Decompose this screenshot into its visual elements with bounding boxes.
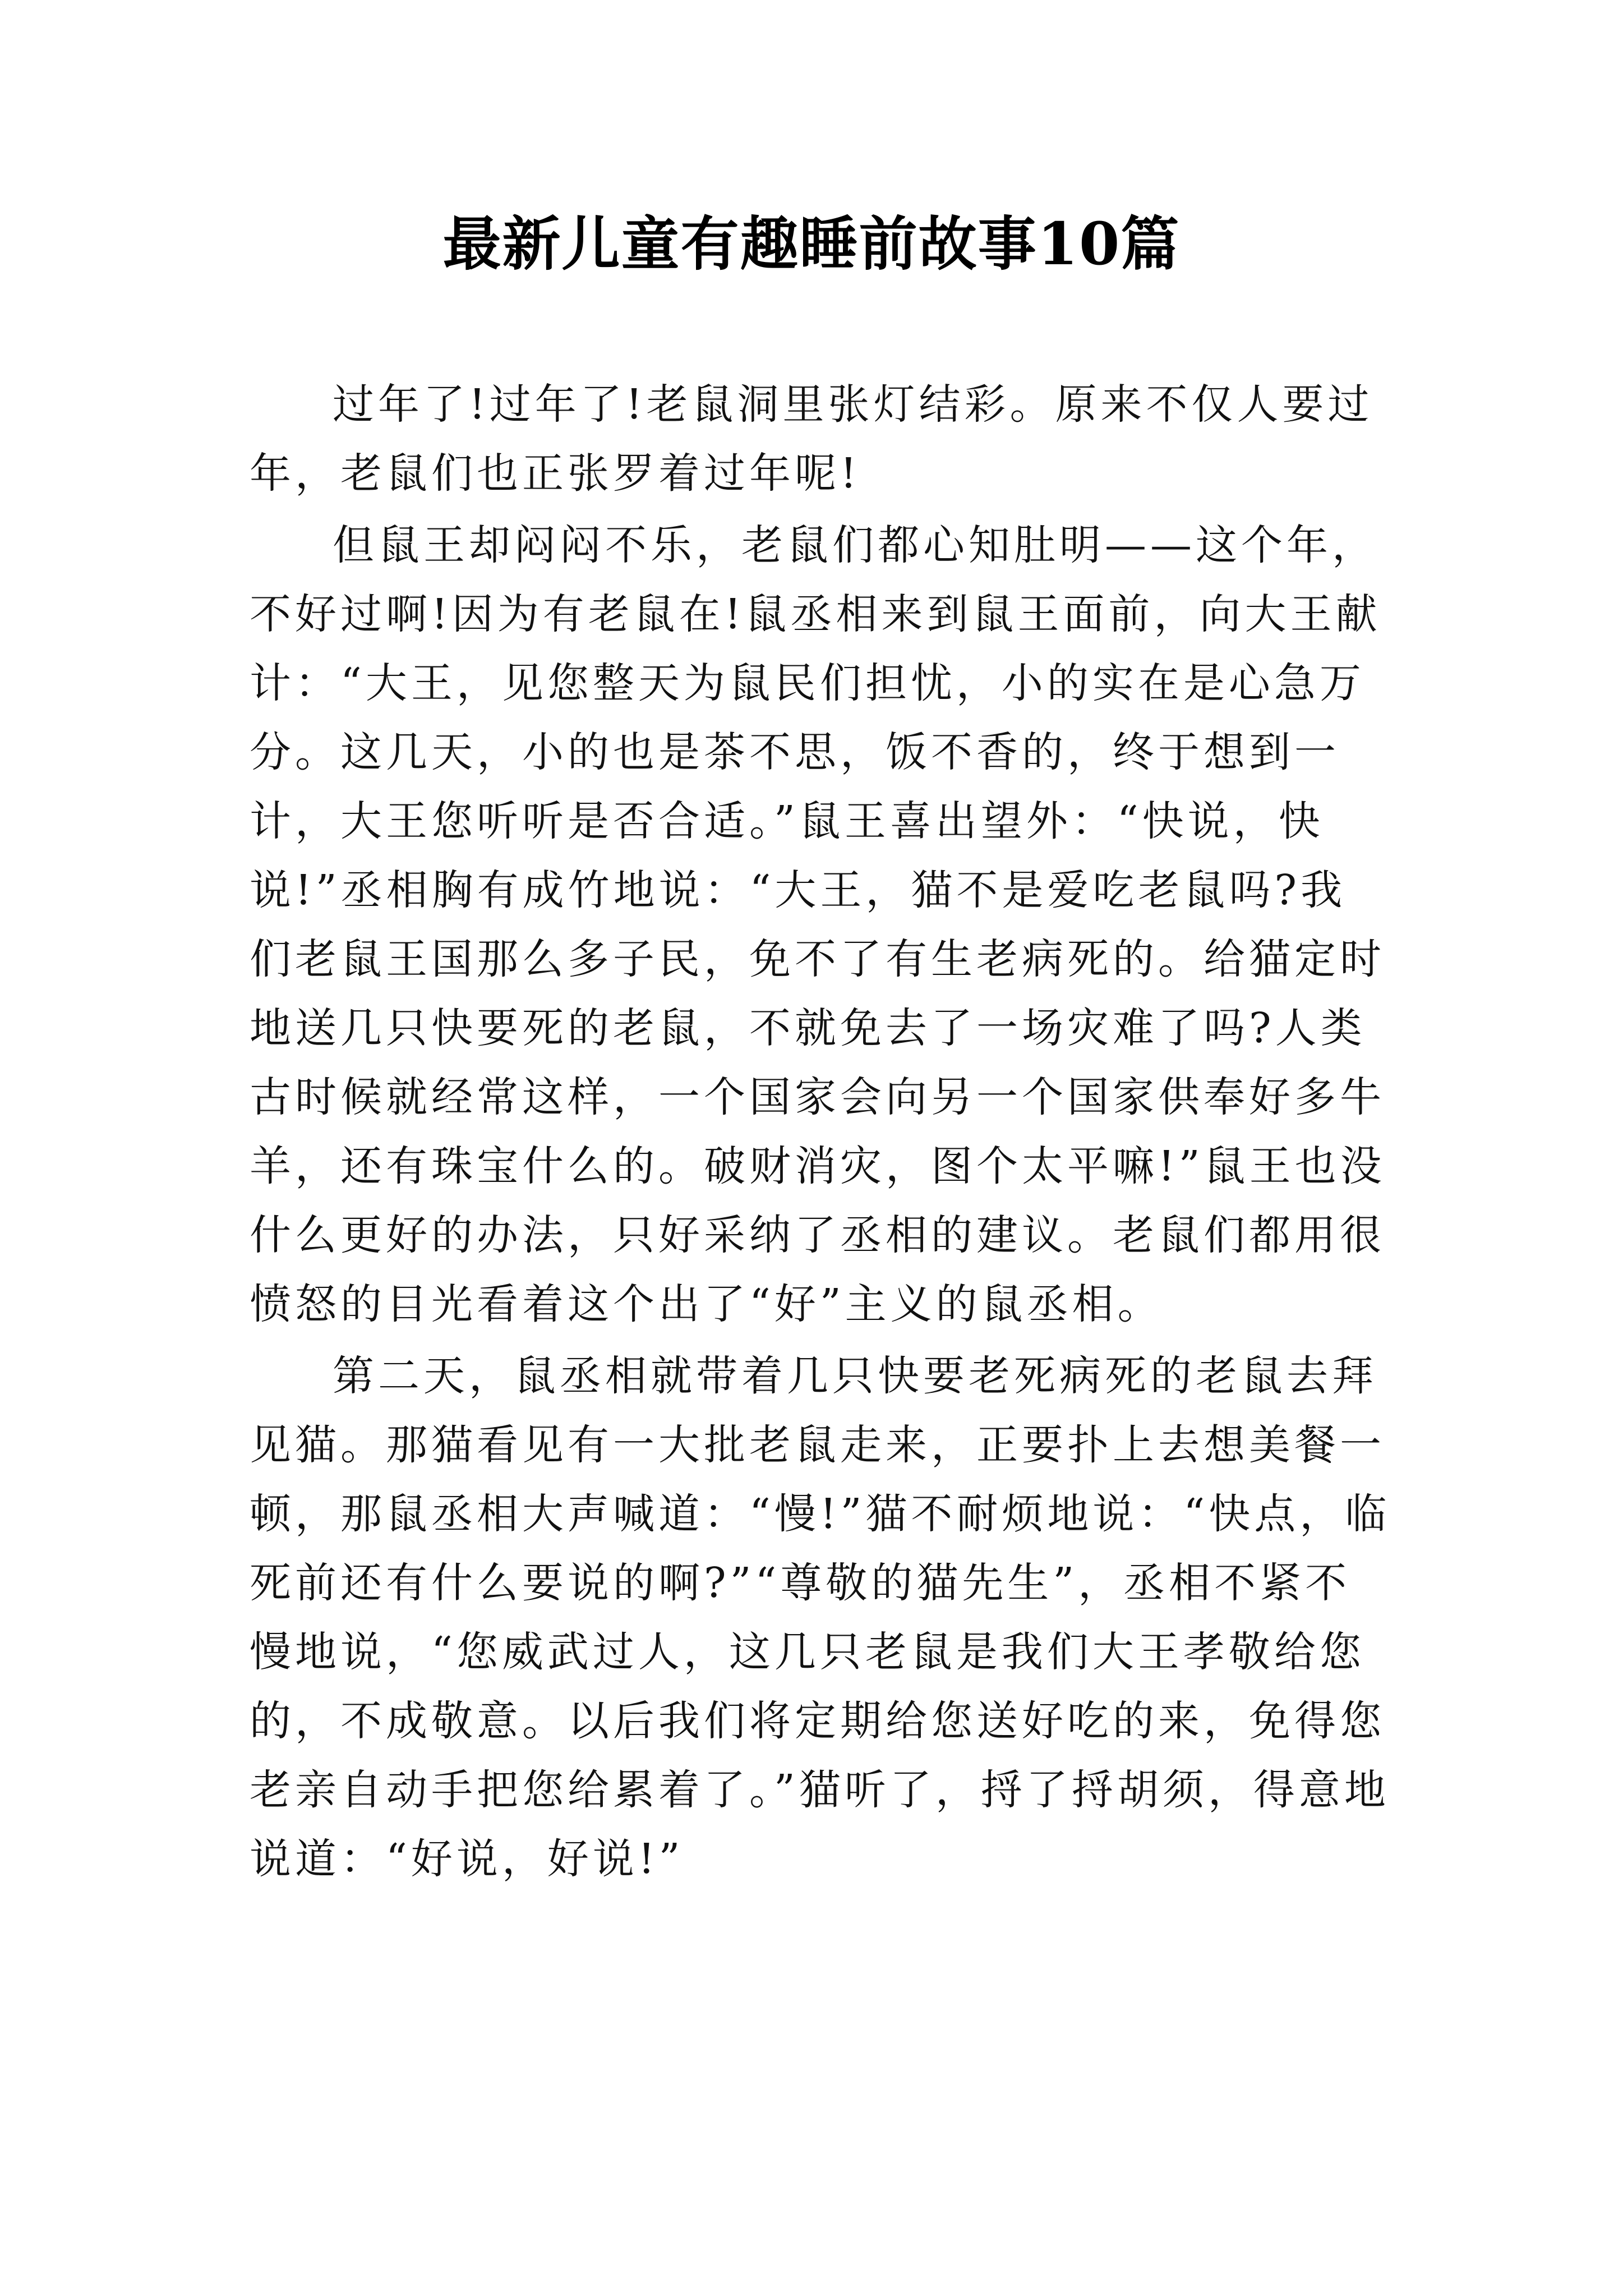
paragraph-1: 过年了!过年了!老鼠洞里张灯结彩。原来不仅人要过年，老鼠们也正张罗着过年呢! [250, 380, 1373, 498]
paragraph-2: 但鼠王却闷闷不乐，老鼠们都心知肚明——这个年，不好过啊!因为有老鼠在!鼠丞相来到鼠王面前，向大王献计：“大王，见您整天为鼠民们担忧，小的实在是心急万分。这几天，小的也是茶不思，饭不香的，终于想到一计，大王您听听是否合适。”鼠王喜出望外：“快说，快说!”丞相胸有成竹地说：“大王，猫不是爱吃老鼠吗?我们老鼠王国那么多子民，免不了有生老病死的。给猫定时地送几只快要死的老鼠，不就免去了一场灾难了吗?人类古时候就经常这样，一个国家会向另一个国家供奉好多牛羊，还有珠宝什么的。破财消灾，图个太平嘛!”鼠王也没什么更好的办法，只好采纳了丞相的建议。老鼠们都用很愤怒的目光看着这个出了“好”主义的鼠丞相。 [250, 521, 1386, 1328]
document-body [250, 370, 1391, 1894]
document-title: 最新儿童有趣睡前故事10篇 [442, 209, 1181, 278]
paragraph-3: 第二天，鼠丞相就带着几只快要老死病死的老鼠去拜见猫。那猫看见有一大批老鼠走来，正要扑上去想美餐一顿，那鼠丞相大声喊道：“慢!”猫不耐烦地说：“快点，临死前还有什么要说的啊?”“尊敬的猫先生”，丞相不紧不慢地说，“您威武过人，这几只老鼠是我们大王孝敬给您的，不成敬意。以后我们将定期给您送好吃的来，免得您老亲自动手把您给累着了。”猫听了，捋了捋胡须，得意地说道：“好说，好说!” [250, 1352, 1391, 1883]
